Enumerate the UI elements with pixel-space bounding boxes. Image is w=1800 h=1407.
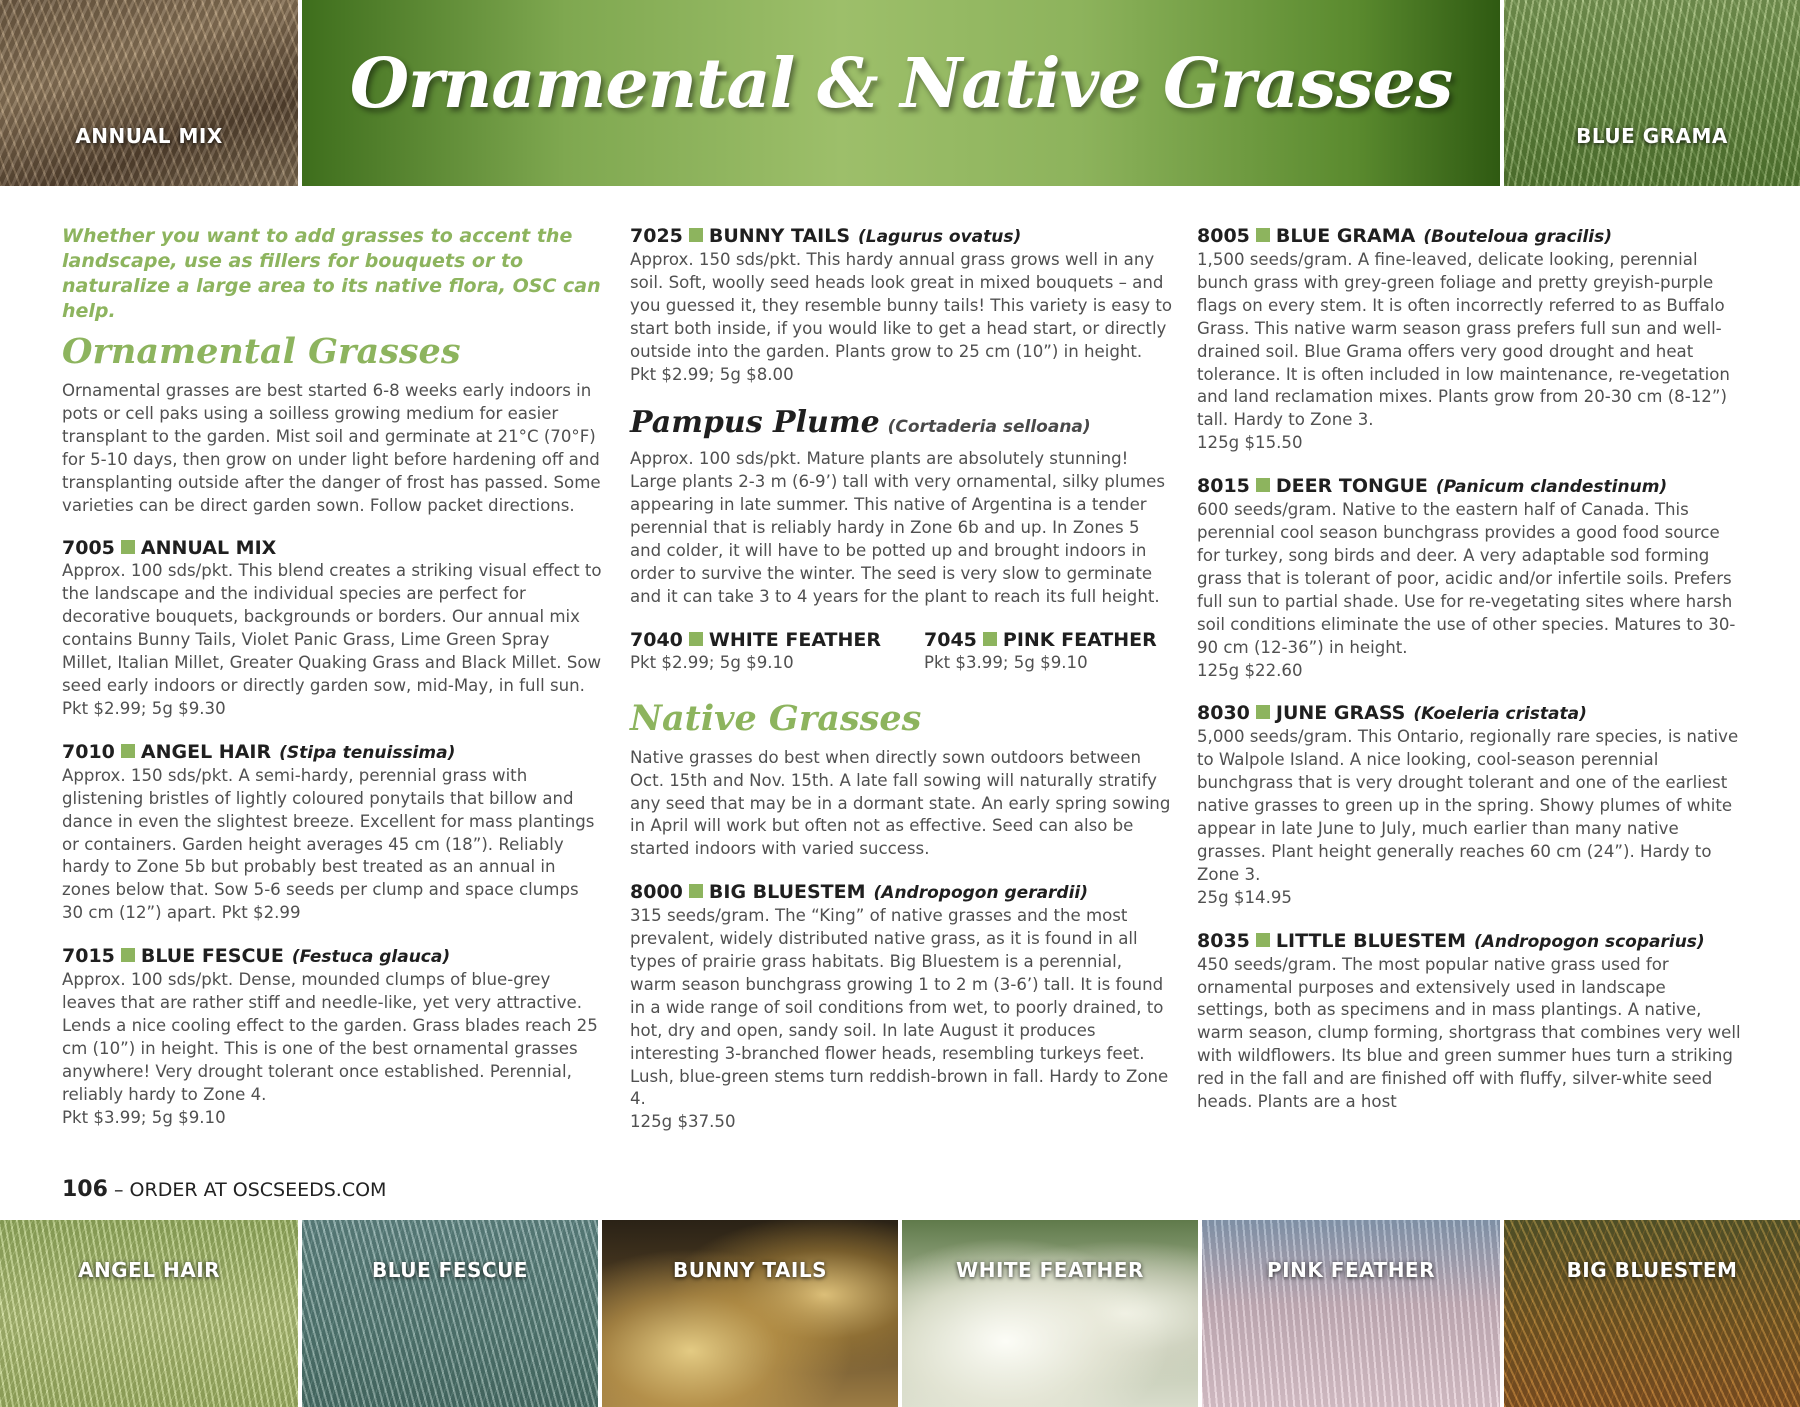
blue-fescue-photo	[302, 1220, 598, 1407]
product-code: 7045	[924, 628, 977, 651]
product-code: 8030	[1197, 702, 1250, 725]
product-name: BUNNY TAILS	[708, 225, 851, 247]
photo-caption: ANNUAL MIX	[75, 124, 223, 148]
page-footer	[62, 1177, 386, 1202]
product-price: Pkt $3.99; 5g $9.10	[924, 652, 1088, 672]
square-bullet-icon	[689, 632, 703, 646]
pink-feather-photo	[1202, 1220, 1500, 1407]
product-heading	[62, 536, 602, 560]
product-heading	[1197, 701, 1742, 726]
product-code: 7040	[630, 628, 683, 651]
page-number: 106	[62, 1177, 108, 1202]
product-entry	[630, 880, 1172, 1134]
pampas-plume-heading	[630, 405, 1172, 440]
big-bluestem-photo	[1504, 1220, 1800, 1407]
square-bullet-icon	[121, 540, 135, 554]
annual-mix-photo	[0, 0, 298, 186]
product-heading	[630, 224, 1172, 249]
latin-name: (Panicum clandestinum)	[1435, 477, 1668, 498]
page-title: Ornamental & Native Grasses	[349, 44, 1453, 124]
ornamental-intro-text: Ornamental grasses are best started 6-8 weeks early indoors in pots or cell paks using a soilless growing medium for easier transplant to the garden. Mist soil and germinate at 21°C (70°F) for 5-10 days, then grow on under light before hardening off and transplanting outside after the danger of frost has passed. Some varieties can be direct garden sown. Follow packet directions.	[62, 381, 601, 515]
product-name: DEER TONGUE	[1275, 475, 1428, 498]
latin-name: (Koeleria cristata)	[1413, 704, 1587, 725]
photo-caption: BIG BLUESTEM	[1566, 1258, 1738, 1282]
product-code: 7025	[630, 225, 683, 247]
square-bullet-icon	[1256, 705, 1270, 719]
product-heading	[1197, 224, 1742, 249]
product-name: WHITE FEATHER	[708, 628, 882, 651]
angel-hair-photo	[0, 1220, 298, 1407]
product-price: Pkt $2.99; 5g $9.30	[62, 698, 226, 718]
product-entry	[630, 224, 1172, 386]
product-price: 125g $15.50	[1197, 433, 1303, 453]
product-code: 8005	[1197, 225, 1250, 247]
product-entry	[1197, 474, 1742, 682]
product-entry	[1197, 701, 1742, 909]
square-bullet-icon	[689, 884, 703, 898]
latin-name: (Stipa tenuissima)	[279, 742, 456, 763]
product-name: LITTLE BLUESTEM	[1275, 929, 1466, 952]
column-1	[62, 224, 602, 1148]
product-name: ANNUAL MIX	[140, 537, 277, 560]
product-description: 600 seeds/gram. Native to the eastern half of Canada. This perennial cool season bunchgrass provides a good food source for turkey, song birds and deer. A very adaptable sod forming grass that is tolerant of poor, acidic and/or infertile soils. Prefers full sun to partial shade. Use for re-vegetating sites where harsh soil conditions eliminate the use of other species. Matures to 30-90 cm (12-36”) in height.	[1197, 500, 1736, 657]
latin-name: (Bouteloua gracilis)	[1423, 227, 1613, 247]
product-description: Approx. 100 sds/pkt. Dense, mounded clumps of blue-grey leaves that are rather stiff and needle-like, yet very attractive. Lends a nice cooling effect to the garden. Grass blades reach 25 cm (10”) in height. This is one of the best ornamental grasses anywhere! Very drought tolerant once established. Perennial, reliably hardy to Zone 4.	[62, 970, 598, 1104]
product-code: 8000	[630, 881, 683, 904]
product-heading	[1197, 929, 1742, 954]
latin-name: (Festuca glauca)	[291, 947, 451, 968]
intro-text: Whether you want to add grasses to accent the landscape, use as fillers for bouquets or to naturalize a large area to its native flora, OSC can help.	[62, 225, 601, 322]
product-name: BIG BLUESTEM	[708, 881, 866, 904]
product-entry	[924, 628, 1157, 675]
photo-caption: BUNNY TAILS	[672, 1258, 828, 1282]
product-description: Approx. 100 sds/pkt. This blend creates a striking visual effect to the landscape and the individual species are perfect for decorative bouquets, backgrounds or borders. Our annual mix contains Bunny Tails, Violet Panic Grass, Lime Green Spray Millet, Italian Millet, Greater Quaking Grass and Black Millet. Sow seed early indoors or directly garden sow, mid-May, in full sun.	[62, 561, 602, 695]
square-bullet-icon	[689, 228, 703, 242]
product-heading	[62, 740, 602, 765]
product-heading	[924, 628, 1157, 652]
photo-caption: ANGEL HAIR	[77, 1258, 221, 1282]
photo-caption: PINK FEATHER	[1267, 1258, 1435, 1282]
product-code: 7005	[62, 537, 115, 560]
product-description: 450 seeds/gram. The most popular native grass used for ornamental purposes and extensively used in landscape settings, both as specimens and in mass plantings. A native, warm season, clump forming, shortgrass that combines very well with wildflowers. Its blue and green summer hues turn a striking red in the fall and are finished off with fluffy, silver-white seed heads. Plants are a host	[1197, 954, 1741, 1112]
photo-caption: BLUE GRAMA	[1576, 124, 1728, 148]
square-bullet-icon	[121, 744, 135, 758]
product-entry	[62, 944, 602, 1129]
product-description: Approx. 150 sds/pkt. A semi-hardy, perennial grass with glistening bristles of lightly coloured ponytails that billow and dance in even the slightest breeze. Excellent for mass plantings or containers. Garden height averages 45 cm (18”). Reliably hardy to Zone 5b but probably best treated as an annual in zones below that. Sow 5-6 seeds per clump and space clumps 30 cm (12”) apart. Pkt $2.99	[62, 765, 595, 923]
latin-name: (Lagurus ovatus)	[858, 227, 1022, 247]
product-name: BLUE FESCUE	[140, 945, 284, 968]
bunny-tails-photo	[602, 1220, 898, 1407]
product-heading	[62, 944, 602, 969]
latin-name: (Andropogon gerardii)	[873, 883, 1089, 904]
product-code: 8015	[1197, 475, 1250, 498]
native-intro-text: Native grasses do best when directly sown outdoors between Oct. 15th and Nov. 15th. A late fall sowing will naturally stratify any seed that may be in a dormant state. An early spring sowing in April will work but often not as effective. Seed can also be started indoors with varied success.	[630, 747, 1171, 859]
blue-grama-photo	[1504, 0, 1800, 186]
square-bullet-icon	[1256, 478, 1270, 492]
product-code: 8035	[1197, 929, 1250, 952]
latin-name: (Cortaderia selloana)	[887, 417, 1091, 438]
order-link[interactable]: ORDER AT OSCSEEDS.COM	[129, 1179, 387, 1201]
product-description: Approx. 150 sds/pkt. This hardy annual grass grows well in any soil. Soft, woolly seed heads look great in mixed bouquets – and you guessed it, they resemble bunny tails! This variety is easy to start both inside, if you would like to get a head start, or directly outside into the garden. Plants grow to 25 cm (10”) in height.	[630, 250, 1173, 361]
product-description: Approx. 100 sds/pkt. Mature plants are absolutely stunning! Large plants 2-3 m (6-9’) tall with very ornamental, silky plumes appearing in late summer. This native of Argentina is a tender perennial that is reliably hardy in Zone 6b and up. In Zones 5 and colder, it will have to be potted up and brought indoors in order to survive the winter. The seed is very slow to germinate and it can take 3 to 4 years for the plant to reach its full height.	[630, 449, 1165, 606]
pampas-plume-title: Pampus Plume	[630, 405, 880, 441]
photo-caption: BLUE FESCUE	[372, 1258, 528, 1282]
footer-dash: –	[113, 1179, 124, 1201]
product-heading	[630, 880, 1172, 905]
product-name: ANGEL HAIR	[140, 740, 272, 763]
product-name: BLUE GRAMA	[1275, 225, 1416, 247]
product-entry	[62, 536, 602, 720]
product-heading	[1197, 474, 1742, 499]
product-description: 1,500 seeds/gram. A fine-leaved, delicate looking, perennial bunch grass with grey-green foliage and pretty greyish-purple flags on every stem. It is often incorrectly referred to as Buffalo Grass. This native warm season grass prefers full sun and well-drained soil. Blue Grama offers very good drought and heat tolerance. It is often included in low maintenance, re-vegetation and land reclamation mixes. Plants grow from 20-30 cm (8-12”) tall. Hardy to Zone 3.	[1197, 250, 1730, 430]
column-3	[1197, 224, 1742, 1133]
product-entry	[1197, 929, 1742, 1114]
column-2	[630, 224, 1172, 1153]
product-description: 5,000 seeds/gram. This Ontario, regionally rare species, is native to Walpole Island. A nice looking, cool-season perennial bunchgrass that is very drought tolerant and one of the earliest native grasses to green up in the spring. Showy plumes of white appear in late June to July, much earlier than many native grasses. Plant height generally reaches 60 cm (24”). Hardy to Zone 3.	[1197, 727, 1739, 884]
white-feather-photo	[902, 1220, 1198, 1407]
product-price: Pkt $3.99; 5g $9.10	[62, 1107, 226, 1127]
feather-varieties	[630, 628, 1172, 675]
product-price: 125g $37.50	[630, 1112, 736, 1132]
latin-name: (Andropogon scoparius)	[1473, 931, 1705, 952]
ornamental-grasses-heading: Ornamental Grasses	[62, 331, 461, 372]
square-bullet-icon	[1256, 933, 1270, 947]
product-entry	[62, 740, 602, 925]
product-price: 125g $22.60	[1197, 660, 1303, 680]
product-name: PINK FEATHER	[1002, 628, 1157, 651]
product-price: 25g $14.95	[1197, 887, 1292, 907]
product-price: Pkt $2.99; 5g $8.00	[630, 364, 794, 384]
square-bullet-icon	[983, 632, 997, 646]
product-heading	[630, 628, 924, 652]
product-code: 7010	[62, 740, 115, 763]
photo-caption: WHITE FEATHER	[956, 1258, 1144, 1282]
product-name: JUNE GRASS	[1275, 702, 1406, 725]
pampas-plume-entry	[630, 405, 1172, 608]
product-entry	[1197, 224, 1742, 455]
title-banner	[302, 0, 1500, 186]
product-code: 7015	[62, 945, 115, 968]
square-bullet-icon	[1256, 228, 1270, 242]
native-grasses-heading: Native Grasses	[630, 697, 922, 739]
product-description: 315 seeds/gram. The “King” of native grasses and the most prevalent, widely distributed native grass, as it is found in all types of prairie grass habitats. Big Bluestem is a perennial, warm season bunchgrass growing 1 to 2 m (3-6’) tall. It is found in a wide range of soil conditions from wet, to poorly drained, to hot, dry and open, sandy soil. In late August it produces interesting 3-branched flower heads, resembling turkeys feet. Lush, blue-green stems turn reddish-brown in fall. Hardy to Zone 4.	[630, 906, 1169, 1109]
product-entry	[630, 628, 924, 675]
square-bullet-icon	[121, 948, 135, 962]
product-price: Pkt $2.99; 5g $9.10	[630, 652, 794, 672]
